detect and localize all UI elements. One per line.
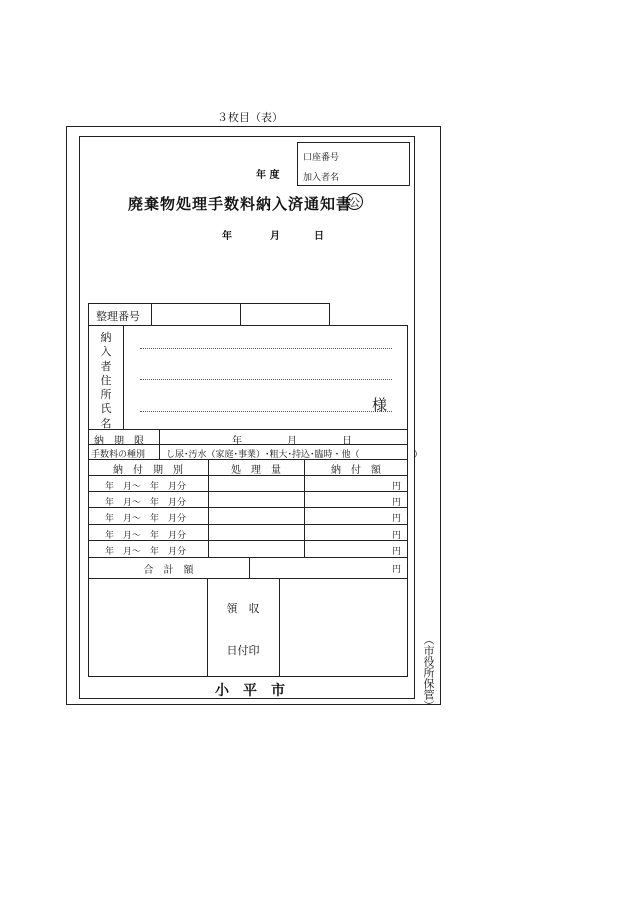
- table-row-period: 年 月～ 年 月分: [105, 514, 187, 524]
- name-line: [140, 411, 392, 412]
- table-row-period: 年 月～ 年 月分: [105, 547, 187, 557]
- header-amount: 納 付 額: [331, 465, 381, 476]
- address-line-1: [140, 348, 392, 349]
- table-row-yen: 円: [392, 498, 402, 508]
- header-quantity: 処 理 量: [231, 465, 281, 476]
- date-day: 日: [314, 231, 324, 242]
- total-label: 合 計 額: [143, 565, 194, 576]
- table-row-yen: 円: [392, 531, 402, 541]
- city-name: 小 平 市: [215, 683, 285, 699]
- honorific-sama: 様: [372, 396, 388, 414]
- fee-type-value: し尿･汚水（家庭･事業）･粗大･持込･臨時・他（ ）: [166, 450, 423, 460]
- account-box: [297, 142, 410, 186]
- table-row-period: 年 月～ 年 月分: [105, 531, 187, 541]
- fiscal-year-label: 年 度: [256, 170, 280, 181]
- due-date-label: 納 期 限: [94, 436, 144, 447]
- table-row-yen: 円: [392, 514, 402, 524]
- table-row-yen: 円: [392, 482, 402, 492]
- date-year: 年: [222, 231, 232, 242]
- received-label: 領 収: [226, 602, 260, 615]
- due-month: 月: [287, 436, 297, 447]
- date-month: 月: [270, 231, 280, 242]
- reference-number-label: 整理番号: [96, 310, 140, 323]
- due-year: 年: [232, 436, 242, 447]
- table-row-period: 年 月～ 年 月分: [105, 498, 187, 508]
- address-line-2: [140, 379, 392, 380]
- account-number-label: 口座番号: [303, 153, 340, 163]
- document-title: 廃棄物処理手数料納入済通知書: [128, 195, 353, 213]
- table-row-yen: 円: [392, 547, 402, 557]
- due-day: 日: [342, 436, 352, 447]
- subscriber-name-label: 加入者名: [303, 173, 340, 183]
- table-row-period: 年 月～ 年 月分: [105, 482, 187, 492]
- header-period: 納 付 期 別: [113, 465, 183, 476]
- city-office-copy-note: （市役所保管）: [422, 634, 435, 711]
- fee-type-label: 手数料の種別: [91, 450, 146, 460]
- sheet-label: ３枚目（表）: [217, 111, 283, 124]
- reference-number-row: [88, 303, 330, 326]
- total-yen: 円: [392, 565, 402, 575]
- public-mark: 公: [346, 193, 363, 210]
- payer-vertical-label: 納 入 者 住 所 氏 名: [100, 331, 112, 430]
- date-stamp-label: 日付印: [226, 644, 260, 657]
